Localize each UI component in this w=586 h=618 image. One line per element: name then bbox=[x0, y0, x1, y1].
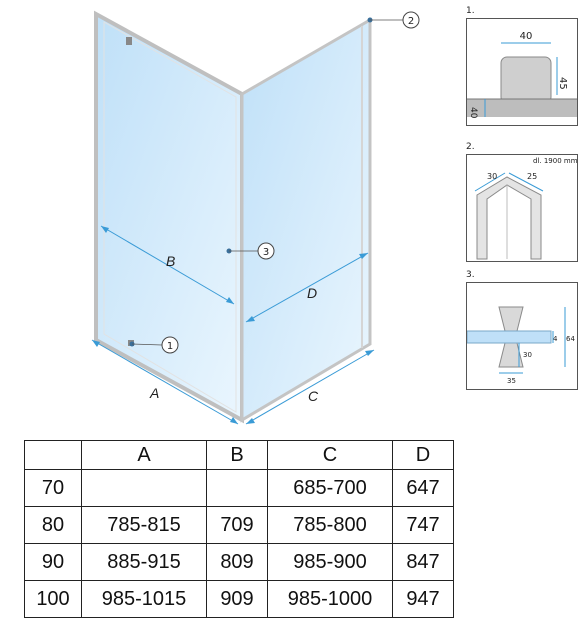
table-cell bbox=[207, 470, 268, 507]
detail-2-box bbox=[466, 154, 578, 262]
dimension-a-label: A bbox=[150, 385, 160, 401]
table-row bbox=[25, 581, 454, 618]
table-row bbox=[25, 507, 454, 544]
detail-3-v3-label: 30 bbox=[523, 351, 532, 359]
table-cell: 885-915 bbox=[82, 544, 207, 581]
detail-2-a-label: 30 bbox=[487, 172, 498, 181]
detail-1-base bbox=[467, 99, 577, 117]
detail-3-glass bbox=[467, 331, 551, 343]
dimension-c-arrow-end bbox=[365, 350, 374, 356]
table-cell: 909 bbox=[207, 581, 268, 618]
detail-1-title: 1. bbox=[466, 6, 475, 16]
table-cell: 90 bbox=[25, 544, 82, 581]
table-cell: 647 bbox=[393, 470, 454, 507]
table-cell: 747 bbox=[393, 507, 454, 544]
detail-2-length-note: dl. 1900 mm bbox=[533, 157, 577, 165]
dimension-b-label: B bbox=[166, 253, 176, 269]
table-cell: 685-700 bbox=[268, 470, 393, 507]
table-header-row bbox=[25, 441, 454, 470]
detail-1-base-label: 40 bbox=[468, 107, 478, 119]
detail-1-profile bbox=[501, 57, 551, 103]
table-row bbox=[25, 544, 454, 581]
table-cell: 809 bbox=[207, 544, 268, 581]
table-cell: 70 bbox=[25, 470, 82, 507]
table-cell: 80 bbox=[25, 507, 82, 544]
callout-3-label: 3 bbox=[262, 247, 270, 258]
table-header-cell: A bbox=[82, 441, 207, 470]
detail-2-title: 2. bbox=[466, 142, 475, 152]
table-cell: 947 bbox=[393, 581, 454, 618]
table-header-cell: C bbox=[268, 441, 393, 470]
detail-1-width-label: 40 bbox=[519, 31, 533, 42]
table-header-cell: D bbox=[393, 441, 454, 470]
table-cell: 985-1015 bbox=[82, 581, 207, 618]
table-header-cell bbox=[25, 441, 82, 470]
detail-3-drawing bbox=[467, 283, 577, 389]
detail-1-box bbox=[466, 18, 578, 126]
dimension-c-arrow-start bbox=[246, 418, 255, 424]
callout-2-label: 2 bbox=[407, 16, 415, 27]
detail-2-drawing bbox=[467, 155, 577, 261]
detail-3-v4-label: 35 bbox=[507, 377, 516, 385]
detail-3-seal-top bbox=[499, 307, 523, 331]
detail-3-v1-label: 4 bbox=[553, 335, 558, 343]
table-cell: 985-1000 bbox=[268, 581, 393, 618]
dimension-d-label: D bbox=[307, 285, 318, 301]
detail-1-height-label: 45 bbox=[557, 77, 568, 90]
dimension-c-label: C bbox=[308, 388, 319, 404]
detail-3-v2-label: 64 bbox=[566, 335, 575, 343]
dimensions-table bbox=[24, 440, 454, 618]
table-cell: 847 bbox=[393, 544, 454, 581]
door-hinge bbox=[126, 37, 132, 45]
callout-1-label: 1 bbox=[166, 341, 174, 352]
detail-1-drawing bbox=[467, 19, 577, 125]
detail-3-title: 3. bbox=[466, 270, 475, 280]
detail-3-box bbox=[466, 282, 578, 390]
door-panel bbox=[96, 14, 242, 420]
table-cell: 785-800 bbox=[268, 507, 393, 544]
side-panel bbox=[242, 20, 370, 420]
table-cell: 709 bbox=[207, 507, 268, 544]
table-row bbox=[25, 470, 454, 507]
detail-2-b-label: 25 bbox=[527, 172, 538, 181]
table-cell bbox=[82, 470, 207, 507]
table-cell: 985-900 bbox=[268, 544, 393, 581]
detail-2-profile bbox=[477, 177, 541, 259]
table-cell: 100 bbox=[25, 581, 82, 618]
table-header-cell: B bbox=[207, 441, 268, 470]
table-cell: 785-815 bbox=[82, 507, 207, 544]
